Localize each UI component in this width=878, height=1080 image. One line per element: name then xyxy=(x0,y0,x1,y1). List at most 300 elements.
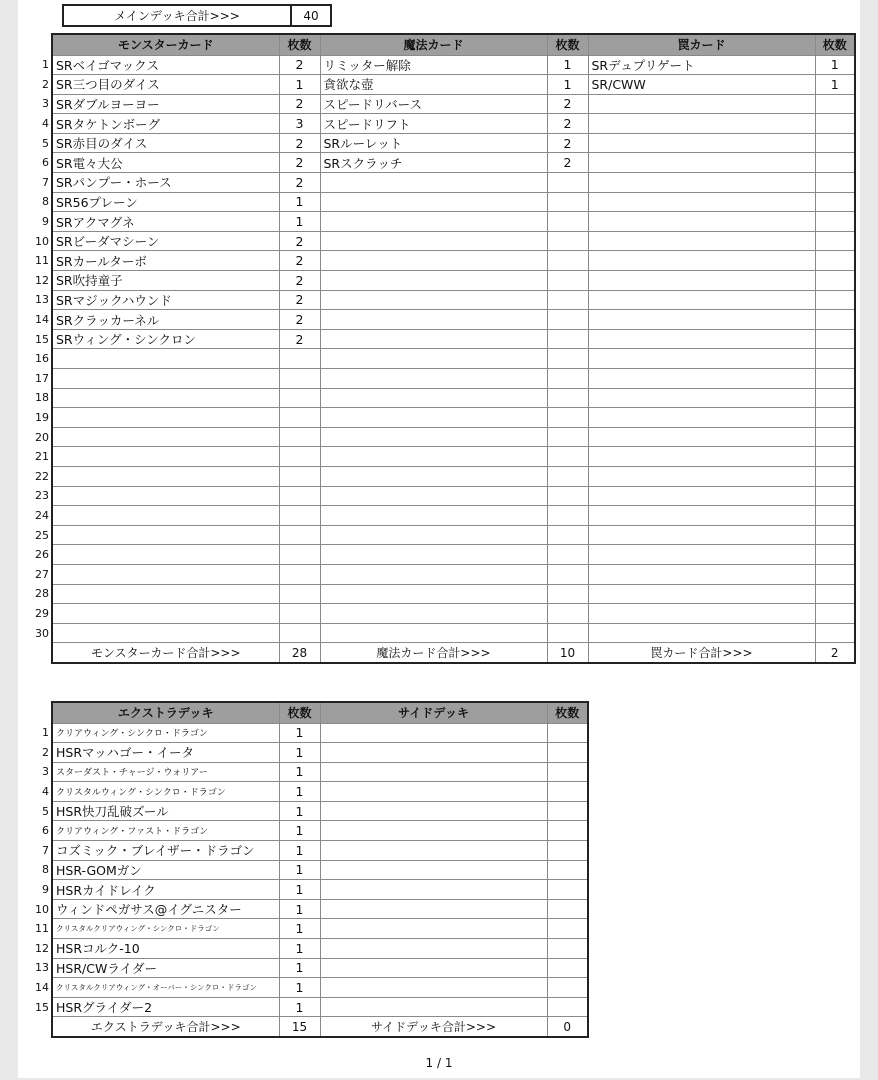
table-row xyxy=(26,506,855,526)
table-row xyxy=(26,762,588,782)
spell-card-count xyxy=(547,329,588,349)
trap-card-name xyxy=(588,310,815,330)
monster-card-count xyxy=(279,584,320,604)
trap-card-name xyxy=(588,173,815,193)
trap-card-count xyxy=(815,94,855,114)
table-row xyxy=(26,978,588,998)
monster-card-name: SRウィング・シンクロン xyxy=(52,329,279,349)
spell-card-name xyxy=(320,310,547,330)
spell-card-count xyxy=(547,192,588,212)
table-row xyxy=(26,997,588,1017)
table-row xyxy=(26,231,855,251)
row-number: 9 xyxy=(42,215,49,229)
spell-total-label: 魔法カード合計>>> xyxy=(320,643,547,663)
table-row xyxy=(26,743,588,763)
trap-card-name xyxy=(588,114,815,134)
side-card-name xyxy=(320,782,547,802)
row-number: 2 xyxy=(42,77,49,91)
monster-card-count xyxy=(279,545,320,565)
table-row xyxy=(26,525,855,545)
table-row xyxy=(26,564,855,584)
trap-count-header: 枚数 xyxy=(815,34,855,55)
trap-card-count xyxy=(815,133,855,153)
extra-card-count: 1 xyxy=(279,723,320,743)
spell-card-name xyxy=(320,466,547,486)
main-deck-total-label: メインデッキ合計>>> xyxy=(63,5,291,26)
spell-card-name xyxy=(320,564,547,584)
monster-card-name: SR56プレーン xyxy=(52,192,279,212)
spell-card-name xyxy=(320,388,547,408)
spell-card-count xyxy=(547,349,588,369)
trap-card-count xyxy=(815,114,855,134)
monster-card-count xyxy=(279,447,320,467)
trap-card-name xyxy=(588,153,815,173)
monster-card-count xyxy=(279,427,320,447)
row-number: 10 xyxy=(35,234,49,248)
extra-side-table xyxy=(26,701,589,1038)
extra-card-name: クリアウィング・シンクロ・ドラゴン xyxy=(52,723,279,743)
trap-card-count xyxy=(815,369,855,389)
table-row xyxy=(26,447,855,467)
row-number: 4 xyxy=(42,117,49,131)
spell-card-count: 1 xyxy=(547,75,588,95)
monster-card-count: 2 xyxy=(279,133,320,153)
spell-card-count xyxy=(547,623,588,643)
spell-card-name xyxy=(320,604,547,624)
monster-card-name: SRダブルヨーヨー xyxy=(52,94,279,114)
row-number: 1 xyxy=(42,726,49,740)
spell-card-count: 2 xyxy=(547,114,588,134)
extra-total-label: エクストラデッキ合計>>> xyxy=(52,1017,279,1037)
side-card-count xyxy=(547,821,588,841)
spell-card-count xyxy=(547,310,588,330)
row-number: 2 xyxy=(42,745,49,759)
trap-card-count xyxy=(815,525,855,545)
monster-card-name xyxy=(52,623,279,643)
row-number: 15 xyxy=(35,1000,49,1014)
row-number: 3 xyxy=(42,765,49,779)
table-row xyxy=(26,349,855,369)
row-number: 12 xyxy=(35,941,49,955)
extra-card-name: HSRカイドレイク xyxy=(52,880,279,900)
monster-card-count: 2 xyxy=(279,290,320,310)
table-row xyxy=(26,310,855,330)
trap-card-name xyxy=(588,251,815,271)
spell-card-count: 1 xyxy=(547,55,588,75)
side-card-count xyxy=(547,958,588,978)
extra-card-name: クリスタルウィング・シンクロ・ドラゴン xyxy=(52,782,279,802)
monster-card-name: SRマジックハウンド xyxy=(52,290,279,310)
table-row xyxy=(26,173,855,193)
table-row xyxy=(26,860,588,880)
monster-card-name: SRパンプー・ホース xyxy=(52,173,279,193)
row-number: 30 xyxy=(35,626,49,640)
trap-card-name xyxy=(588,623,815,643)
trap-card-count xyxy=(815,153,855,173)
row-number: 28 xyxy=(35,587,49,601)
main-deck-total xyxy=(62,4,332,27)
monster-card-name xyxy=(52,466,279,486)
trap-card-count xyxy=(815,604,855,624)
trap-card-count xyxy=(815,349,855,369)
row-number: 16 xyxy=(35,352,49,366)
extra-card-name: HSR快刀乱破ズール xyxy=(52,801,279,821)
trap-card-count xyxy=(815,271,855,291)
extra-card-name: HSRコルク-10 xyxy=(52,939,279,959)
monster-card-count: 3 xyxy=(279,114,320,134)
side-card-count xyxy=(547,978,588,998)
spell-card-name xyxy=(320,212,547,232)
table-row xyxy=(26,369,855,389)
monster-card-count xyxy=(279,506,320,526)
monster-card-name: SRビーダマシーン xyxy=(52,231,279,251)
table-row xyxy=(26,94,855,114)
trap-card-count xyxy=(815,173,855,193)
spell-card-name: スピードリバース xyxy=(320,94,547,114)
trap-card-count xyxy=(815,329,855,349)
monster-card-count xyxy=(279,525,320,545)
trap-card-count xyxy=(815,466,855,486)
side-total-value: 0 xyxy=(547,1017,588,1037)
table-row xyxy=(26,486,855,506)
row-number: 8 xyxy=(42,195,49,209)
monster-card-count xyxy=(279,623,320,643)
side-card-name xyxy=(320,939,547,959)
side-card-name xyxy=(320,880,547,900)
side-count-header: 枚数 xyxy=(547,702,588,723)
trap-card-count xyxy=(815,290,855,310)
row-number: 29 xyxy=(35,606,49,620)
side-total-label: サイドデッキ合計>>> xyxy=(320,1017,547,1037)
monster-card-count: 2 xyxy=(279,173,320,193)
main-deck-table xyxy=(26,33,856,664)
side-card-count xyxy=(547,919,588,939)
row-number: 17 xyxy=(35,371,49,385)
table-row xyxy=(26,427,855,447)
monster-header: モンスターカード xyxy=(52,34,279,55)
extra-count-header: 枚数 xyxy=(279,702,320,723)
row-number: 5 xyxy=(42,804,49,818)
trap-card-name xyxy=(588,349,815,369)
table-row xyxy=(26,75,855,95)
extra-card-count: 1 xyxy=(279,939,320,959)
row-number: 11 xyxy=(35,254,49,268)
monster-total-label: モンスターカード合計>>> xyxy=(52,643,279,663)
table-row xyxy=(26,271,855,291)
spell-card-count xyxy=(547,447,588,467)
monster-card-count: 2 xyxy=(279,329,320,349)
trap-card-name xyxy=(588,369,815,389)
trap-card-count xyxy=(815,192,855,212)
spell-card-name: リミッター解除 xyxy=(320,55,547,75)
trap-card-name xyxy=(588,564,815,584)
monster-card-count: 2 xyxy=(279,310,320,330)
monster-card-name xyxy=(52,369,279,389)
spell-card-count xyxy=(547,604,588,624)
trap-card-count xyxy=(815,408,855,428)
trap-card-name xyxy=(588,329,815,349)
trap-card-name xyxy=(588,133,815,153)
row-number: 22 xyxy=(35,469,49,483)
row-number: 13 xyxy=(35,961,49,975)
table-row xyxy=(26,212,855,232)
extra-card-count: 1 xyxy=(279,782,320,802)
trap-card-count xyxy=(815,251,855,271)
side-card-name xyxy=(320,860,547,880)
monster-card-name xyxy=(52,604,279,624)
side-card-count xyxy=(547,762,588,782)
trap-card-name xyxy=(588,584,815,604)
spell-card-count xyxy=(547,564,588,584)
monster-card-name: SRクラッカーネル xyxy=(52,310,279,330)
monster-card-name xyxy=(52,408,279,428)
trap-card-name xyxy=(588,427,815,447)
spell-card-count xyxy=(547,271,588,291)
trap-card-count xyxy=(815,564,855,584)
monster-card-name xyxy=(52,584,279,604)
table-row xyxy=(26,153,855,173)
extra-card-name: クリアウィング・ファスト・ドラゴン xyxy=(52,821,279,841)
spell-card-count xyxy=(547,408,588,428)
trap-card-count xyxy=(815,486,855,506)
extra-card-count: 1 xyxy=(279,762,320,782)
trap-card-name: SR/CWW xyxy=(588,75,815,95)
table-row xyxy=(26,939,588,959)
monster-card-name xyxy=(52,564,279,584)
monster-card-count xyxy=(279,564,320,584)
trap-card-count xyxy=(815,388,855,408)
spell-card-count xyxy=(547,584,588,604)
row-number: 21 xyxy=(35,450,49,464)
monster-card-name xyxy=(52,525,279,545)
spell-card-count xyxy=(547,231,588,251)
spell-total-value: 10 xyxy=(547,643,588,663)
spell-card-name xyxy=(320,525,547,545)
spell-card-count: 2 xyxy=(547,153,588,173)
table-row xyxy=(26,801,588,821)
monster-card-count: 1 xyxy=(279,192,320,212)
monster-card-count xyxy=(279,349,320,369)
extra-card-count: 1 xyxy=(279,978,320,998)
spell-card-count xyxy=(547,466,588,486)
monster-card-count xyxy=(279,408,320,428)
trap-card-count xyxy=(815,447,855,467)
monster-card-name xyxy=(52,545,279,565)
row-number: 9 xyxy=(42,883,49,897)
extra-card-name: クリスタルクリアウィング・オーバー・シンクロ・ドラゴン xyxy=(52,978,279,998)
trap-card-count xyxy=(815,231,855,251)
table-row xyxy=(26,584,855,604)
monster-card-count: 2 xyxy=(279,94,320,114)
spell-card-name: SRスクラッチ xyxy=(320,153,547,173)
monster-card-count: 2 xyxy=(279,251,320,271)
page-indicator: 1 / 1 xyxy=(425,1056,453,1070)
trap-card-name xyxy=(588,447,815,467)
side-card-name xyxy=(320,821,547,841)
spell-card-count xyxy=(547,290,588,310)
trap-card-name xyxy=(588,604,815,624)
trap-card-name xyxy=(588,388,815,408)
row-number: 12 xyxy=(35,273,49,287)
spell-card-name xyxy=(320,251,547,271)
extra-card-count: 1 xyxy=(279,958,320,978)
monster-card-name: SRタケトンボーグ xyxy=(52,114,279,134)
table-row xyxy=(26,821,588,841)
extra-card-name: ウィンドペガサス@イグニスター xyxy=(52,899,279,919)
trap-card-count xyxy=(815,427,855,447)
monster-card-count: 1 xyxy=(279,212,320,232)
monster-card-count xyxy=(279,388,320,408)
spell-card-name xyxy=(320,427,547,447)
spell-card-name xyxy=(320,584,547,604)
trap-card-name xyxy=(588,545,815,565)
spell-header: 魔法カード xyxy=(320,34,547,55)
table-row xyxy=(26,329,855,349)
spell-card-name xyxy=(320,290,547,310)
row-number: 26 xyxy=(35,548,49,562)
extra-total-value: 15 xyxy=(279,1017,320,1037)
row-number: 7 xyxy=(42,175,49,189)
monster-card-name: SRベイゴマックス xyxy=(52,55,279,75)
spell-card-count xyxy=(547,173,588,193)
monster-card-name xyxy=(52,447,279,467)
spell-card-count: 2 xyxy=(547,94,588,114)
spell-card-name: 貪欲な壺 xyxy=(320,75,547,95)
monster-card-name: SR吹持童子 xyxy=(52,271,279,291)
monster-card-name: SR電々大公 xyxy=(52,153,279,173)
table-row xyxy=(26,192,855,212)
spell-card-count xyxy=(547,545,588,565)
extra-card-count: 1 xyxy=(279,801,320,821)
trap-card-count xyxy=(815,506,855,526)
trap-card-name xyxy=(588,192,815,212)
row-number: 11 xyxy=(35,922,49,936)
extra-card-name: HSRマッハゴー・イータ xyxy=(52,743,279,763)
row-number: 20 xyxy=(35,430,49,444)
monster-card-name xyxy=(52,486,279,506)
side-card-count xyxy=(547,880,588,900)
table-row xyxy=(26,623,855,643)
row-number: 23 xyxy=(35,489,49,503)
row-number: 5 xyxy=(42,136,49,150)
spell-card-count xyxy=(547,369,588,389)
table-row xyxy=(26,114,855,134)
trap-card-count xyxy=(815,212,855,232)
row-number: 13 xyxy=(35,293,49,307)
trap-card-count xyxy=(815,584,855,604)
spell-card-count xyxy=(547,251,588,271)
table-row xyxy=(26,466,855,486)
spell-card-count xyxy=(547,486,588,506)
trap-card-name xyxy=(588,271,815,291)
table-row xyxy=(26,841,588,861)
trap-card-name xyxy=(588,486,815,506)
trap-card-name xyxy=(588,408,815,428)
extra-card-count: 1 xyxy=(279,919,320,939)
table-row xyxy=(26,251,855,271)
monster-total-value: 28 xyxy=(279,643,320,663)
monster-card-name xyxy=(52,506,279,526)
extra-card-count: 1 xyxy=(279,860,320,880)
extra-card-name: HSR/CWライダー xyxy=(52,958,279,978)
spell-card-name: SRルーレット xyxy=(320,133,547,153)
extra-card-count: 1 xyxy=(279,821,320,841)
side-card-count xyxy=(547,939,588,959)
row-number: 15 xyxy=(35,332,49,346)
spell-card-count xyxy=(547,506,588,526)
monster-card-count: 2 xyxy=(279,231,320,251)
trap-total-label: 罠カード合計>>> xyxy=(588,643,815,663)
extra-card-count: 1 xyxy=(279,841,320,861)
row-number: 19 xyxy=(35,410,49,424)
row-number: 18 xyxy=(35,391,49,405)
side-card-name xyxy=(320,978,547,998)
table-row xyxy=(26,880,588,900)
extra-card-count: 1 xyxy=(279,997,320,1017)
spell-card-name: スピードリフト xyxy=(320,114,547,134)
table-row xyxy=(26,55,855,75)
extra-card-name: HSRグライダー2 xyxy=(52,997,279,1017)
table-row xyxy=(26,290,855,310)
trap-card-name xyxy=(588,94,815,114)
side-card-name xyxy=(320,762,547,782)
spell-card-name xyxy=(320,173,547,193)
spell-card-name xyxy=(320,545,547,565)
row-number: 6 xyxy=(42,824,49,838)
monster-card-count: 2 xyxy=(279,271,320,291)
row-number: 4 xyxy=(42,785,49,799)
row-number: 14 xyxy=(35,981,49,995)
side-card-count xyxy=(547,723,588,743)
row-number: 25 xyxy=(35,528,49,542)
side-card-name xyxy=(320,899,547,919)
monster-card-name xyxy=(52,427,279,447)
spell-card-count xyxy=(547,525,588,545)
monster-card-name xyxy=(52,349,279,369)
side-card-name xyxy=(320,723,547,743)
extra-card-name: クリスタルクリアウィング・シンクロ・ドラゴン xyxy=(52,919,279,939)
row-number: 7 xyxy=(42,843,49,857)
spell-count-header: 枚数 xyxy=(547,34,588,55)
extra-card-count: 1 xyxy=(279,743,320,763)
spell-card-name xyxy=(320,506,547,526)
spell-card-name xyxy=(320,408,547,428)
trap-card-name: SRデュプリゲート xyxy=(588,55,815,75)
monster-card-count: 2 xyxy=(279,153,320,173)
side-header: サイドデッキ xyxy=(320,702,547,723)
row-number: 3 xyxy=(42,97,49,111)
trap-card-name xyxy=(588,290,815,310)
row-number: 27 xyxy=(35,567,49,581)
spell-card-name xyxy=(320,486,547,506)
side-card-name xyxy=(320,997,547,1017)
trap-card-count: 1 xyxy=(815,55,855,75)
table-row xyxy=(26,133,855,153)
spell-card-name xyxy=(320,623,547,643)
side-card-name xyxy=(320,743,547,763)
row-number: 24 xyxy=(35,508,49,522)
row-number: 14 xyxy=(35,313,49,327)
spell-card-count xyxy=(547,212,588,232)
row-number: 8 xyxy=(42,863,49,877)
extra-card-name: HSR-GOMガン xyxy=(52,860,279,880)
row-number: 10 xyxy=(35,902,49,916)
monster-card-count xyxy=(279,604,320,624)
table-row xyxy=(26,919,588,939)
spell-card-name xyxy=(320,369,547,389)
spell-card-name xyxy=(320,271,547,291)
side-card-count xyxy=(547,899,588,919)
